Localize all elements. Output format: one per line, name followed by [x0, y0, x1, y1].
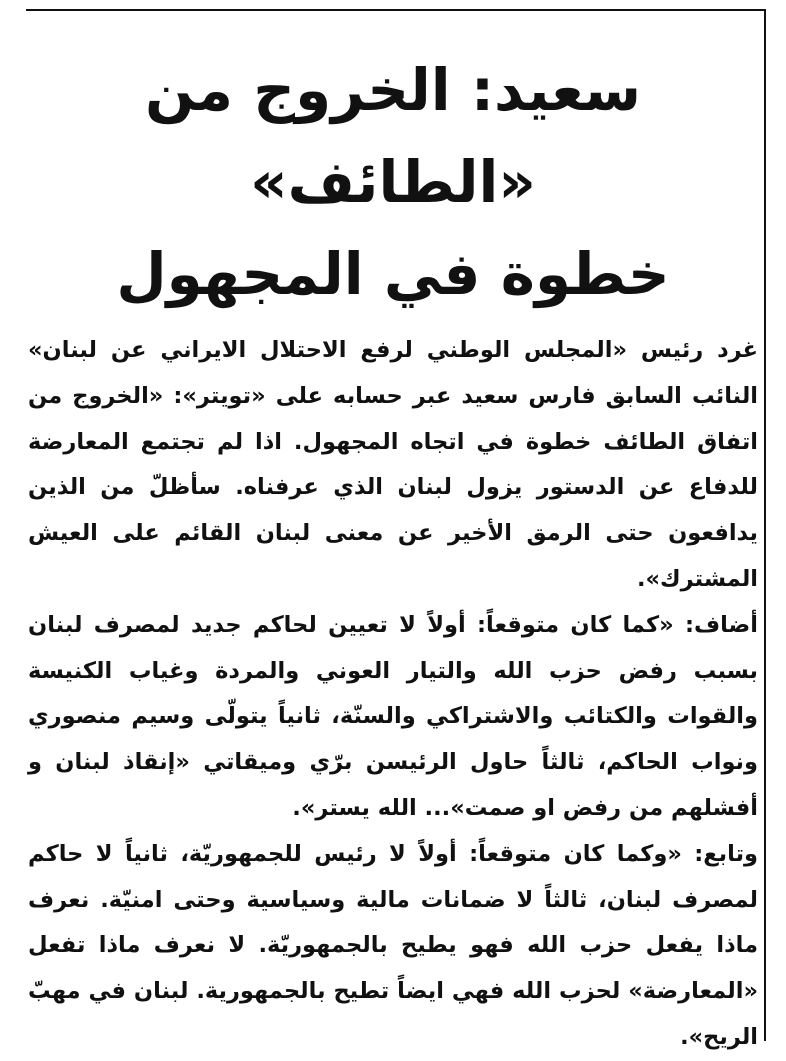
news-article: [28, 44, 758, 1061]
paragraph-2: أضاف: «كما كان متوقعاً: أولاً لا تعيين لحاكم جديد لمصرف لبنان بسبب رفض حزب الله والتيار العوني والمردة وغياب الكنيسة والقوات والكتائب والاشتراكي والسنّة، ثانياً يتولّى وسيم منصوري ونواب الحاكم، ثالثاً حاول الرئيسن برّي وميقاتي «إنقاذ لبنان و أفشلهم من رفض او صمت»... الله يستر».: [28, 611, 758, 821]
article-body: [28, 328, 758, 1061]
paragraph-3: وتابع: «وكما كان متوقعاً: أولاً لا رئيس للجمهوريّة، ثانياً لا حاكم لمصرف لبنان، ثالثاً لا ضمانات مالية وسياسية وحتى امنيّة. نعرف ماذا يفعل حزب الله فهو يطيح بالجمهوريّة. لا نعرف ماذا تفعل «المعارضة» لحزب الله فهي ايضاً تطيح بالجمهورية. لبنان في مهبّ الريح».: [28, 840, 758, 1050]
top-rule: [26, 9, 766, 11]
headline-line-2: خطوة في المجهول: [116, 240, 670, 308]
column-rule: [764, 9, 766, 1041]
headline-line-1: سعيد: الخروج من «الطائف»: [144, 56, 642, 216]
paragraph-1: غرد رئيس «المجلس الوطني لرفع الاحتلال الايراني عن لبنان» النائب السابق فارس سعيد عبر حسابه على «تويتر»: «الخروج من اتفاق الطائف خطوة في اتجاه المجهول. اذا لم تجتمع المعارضة للدفاع عن الدستور يزول لبنان الذي عرفناه. سأظلّ من الذين يدافعون حتى الرمق الأخير عن معنى لبنان القائم على العيش المشترك».: [28, 337, 758, 592]
article-headline: [28, 44, 758, 320]
